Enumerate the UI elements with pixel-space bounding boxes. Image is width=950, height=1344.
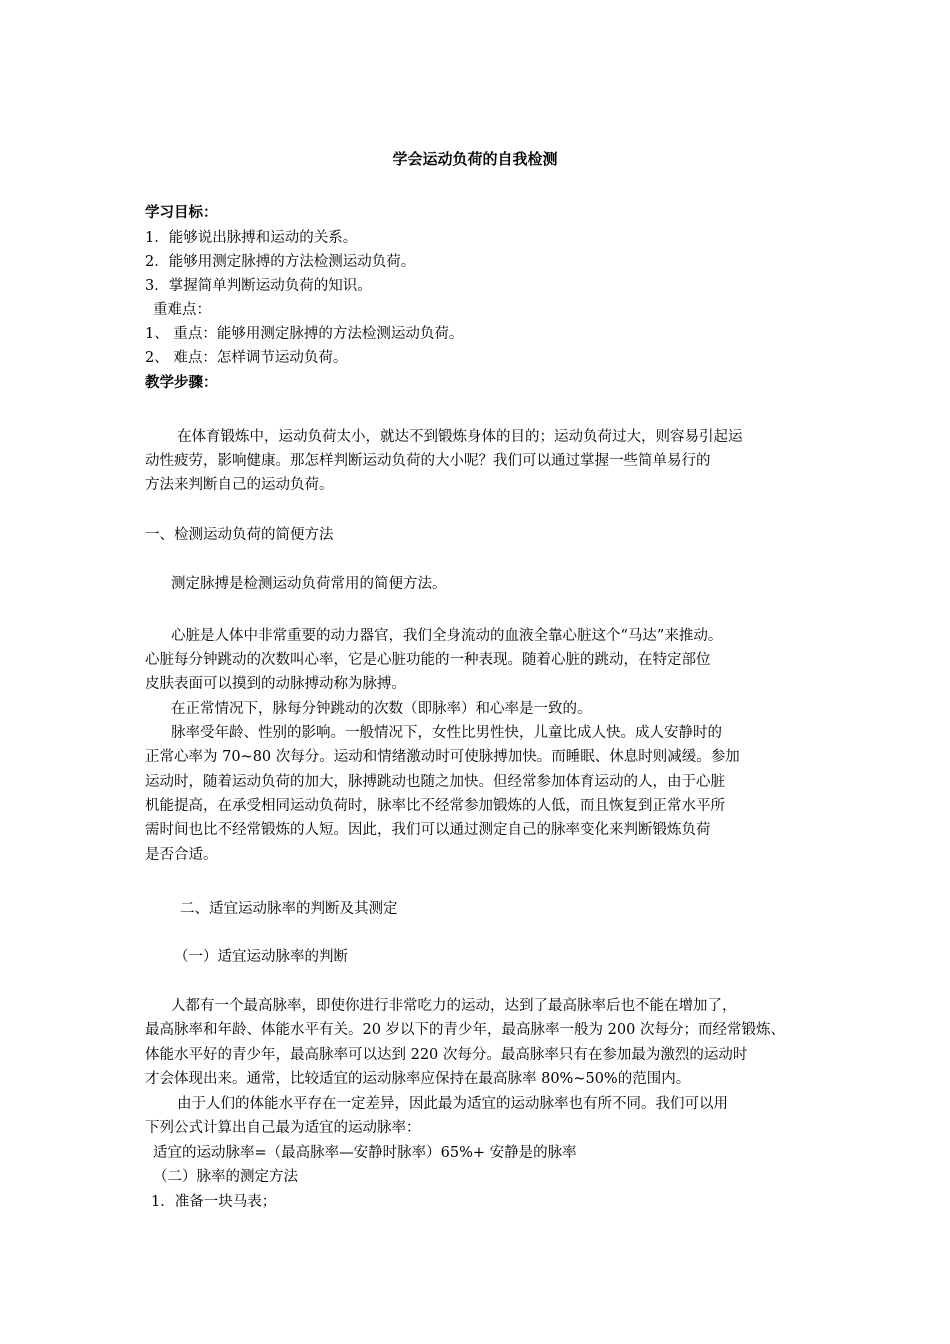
paragraph-line: 心脏是人体中非常重要的动力器官，我们全身流动的血液全靠心脏这个“马达”来推动。	[171, 628, 723, 644]
paragraph-line: 是否合适。	[145, 847, 218, 863]
objective-item: 2．能够用测定脉搏的方法检测运动负荷。	[145, 254, 416, 270]
formula-line: 适宜的运动脉率=（最高脉率—安静时脉率）65%+ 安静是的脉率	[153, 1145, 577, 1161]
paragraph-line: 动性疲劳，影响健康。那怎样判断运动负荷的大小呢？我们可以通过掌握一些简单易行的	[145, 453, 711, 469]
paragraph-line: 体能水平好的青少年，最高脉率可以达到 220 次每分。最高脉率只有在参加最为激烈的运动时	[145, 1047, 748, 1063]
paragraph-line: 正常心率为 70~80 次每分。运动和情绪激动时可使脉搏加快。而睡眠、休息时则减缓。参加	[145, 749, 740, 765]
objective-item: 1．能够说出脉搏和运动的关系。	[145, 230, 358, 246]
section-heading-objectives: 学习目标：	[145, 205, 218, 221]
paragraph-line: 人都有一个最高脉率，即使你进行非常吃力的运动，达到了最高脉率后也不能在增加了，	[171, 998, 737, 1014]
section-heading-key-points: 重难点：	[153, 302, 211, 318]
paragraph-line: 才会体现出来。通常，比较适宜的运动脉率应保持在最高脉率 80%~50%的范围内。	[145, 1071, 691, 1087]
paragraph-line: 在正常情况下，脉每分钟跳动的次数（即脉率）和心率是一致的。	[171, 701, 592, 717]
section-heading: 二、适宜运动脉率的判断及其测定	[180, 901, 398, 917]
paragraph-line: 运动时，随着运动负荷的加大，脉搏跳动也随之加快。但经常参加体育运动的人，由于心脏	[145, 774, 725, 790]
key-point-item: 1、 重点：能够用测定脉搏的方法检测运动负荷。	[145, 326, 464, 342]
paragraph-line: 在体育锻炼中，运动负荷太小，就达不到锻炼身体的目的；运动负荷过大，则容易引起运	[177, 429, 743, 445]
list-item: 1．准备一块马表；	[151, 1194, 277, 1210]
section-heading: 一、检测运动负荷的简便方法	[145, 527, 334, 543]
document-title: 学会运动负荷的自我检测	[392, 150, 558, 168]
paragraph-line: 方法来判断自己的运动负荷。	[145, 477, 334, 493]
subsection-heading: （二）脉率的测定方法	[153, 1169, 298, 1185]
paragraph-line: 需时间也比不经常锻炼的人短。因此，我们可以通过测定自己的脉率变化来判断锻炼负荷	[145, 822, 711, 838]
paragraph-line: 皮肤表面可以摸到的动脉搏动称为脉搏。	[145, 676, 406, 692]
paragraph-line: 脉率受年龄、性别的影响。一般情况下，女性比男性快，儿童比成人快。成人安静时的	[171, 725, 722, 741]
section-heading-steps: 教学步骤：	[145, 375, 218, 391]
subsection-heading: （一）适宜运动脉率的判断	[174, 949, 348, 965]
paragraph-line: 测定脉搏是检测运动负荷常用的简便方法。	[171, 576, 447, 592]
paragraph-line: 心脏每分钟跳动的次数叫心率，它是心脏功能的一种表现。随着心脏的跳动，在特定部位	[145, 652, 711, 668]
paragraph-line: 下列公式计算出自己最为适宜的运动脉率：	[145, 1120, 421, 1136]
paragraph-line: 机能提高，在承受相同运动负荷时，脉率比不经常参加锻炼的人低，而且恢复到正常水平所	[145, 798, 725, 814]
paragraph-line: 由于人们的体能水平存在一定差异，因此最为适宜的运动脉率也有所不同。我们可以用	[177, 1096, 728, 1112]
paragraph-line: 最高脉率和年龄、体能水平有关。20 岁以下的青少年，最高脉率一般为 200 次每分；而经常锻炼、	[145, 1022, 785, 1038]
objective-item: 3．掌握简单判断运动负荷的知识。	[145, 278, 372, 294]
key-point-item: 2、 难点：怎样调节运动负荷。	[145, 350, 348, 366]
